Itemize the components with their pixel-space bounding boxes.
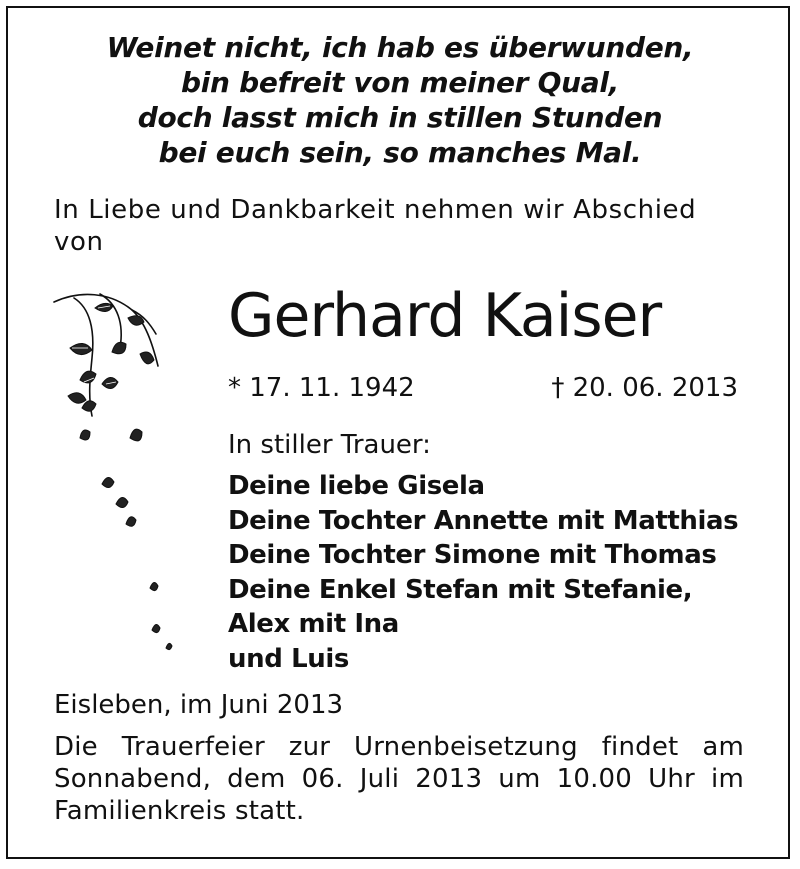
intro-text: In Liebe und Dankbarkeit nehmen wir Abschied von — [54, 195, 697, 257]
mourning-label: In stiller Trauer: — [228, 430, 431, 460]
birch-branch-icon — [40, 288, 200, 678]
poem-line: bei euch sein, so manches Mal. — [158, 136, 642, 169]
deceased-name: Gerhard Kaiser — [228, 281, 662, 351]
family-line: Deine liebe Gisela — [228, 471, 485, 501]
birth-date: * 17. 11. 1942 — [228, 373, 415, 403]
poem-line: bin befreit von meiner Qual, — [181, 66, 619, 99]
poem-line: doch lasst mich in stillen Stunden — [137, 101, 663, 134]
family-line: Deine Tochter Simone mit Thomas — [228, 540, 717, 570]
poem-line: Weinet nicht, ich hab es überwunden, — [106, 31, 694, 64]
place-date: Eisleben, im Juni 2013 — [54, 690, 344, 720]
family-line: Deine Tochter Annette mit Matthias — [228, 505, 739, 536]
family-line: und Luis — [228, 643, 349, 674]
ceremony-text: Die Trauerfeier zur Urnenbeisetzung findet am Sonnabend, dem 06. Juli 2013 um 10.00 Uhr im Familienkreis statt. — [54, 732, 744, 826]
family-list — [228, 469, 738, 676]
family-line: Alex mit Ina — [228, 609, 399, 639]
death-date: † 20. 06. 2013 — [551, 373, 738, 403]
poem — [0, 30, 800, 170]
family-line: Deine Enkel Stefan mit Stefanie, — [228, 574, 693, 605]
